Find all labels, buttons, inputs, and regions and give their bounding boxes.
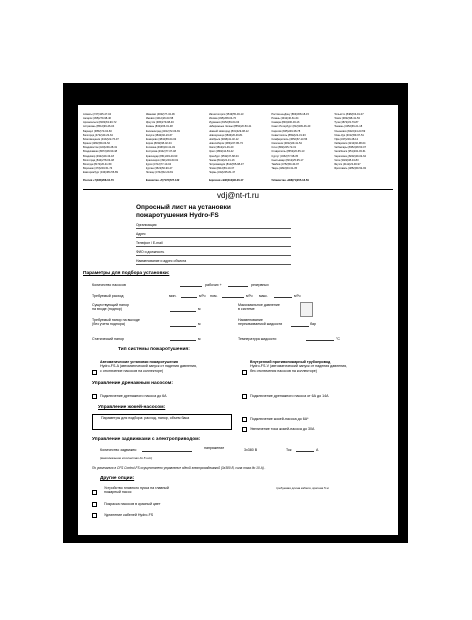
checkbox-red-paint[interactable] [92,502,97,507]
contact-country-kazakhstan: Казахстан +7(7172)727-132 [145,179,180,183]
contact-email[interactable]: vdj@nt-rt.ru [217,191,259,200]
contact-line: Ноябрьск (3496)41-32-12 [208,137,239,141]
contact-line: Севастополь (8692)22-31-93 [271,133,306,137]
checkbox-jockey-6a[interactable] [242,417,247,422]
label-temperature-unit: °С [336,337,341,341]
contact-line: Липецк (4742)52-20-81 [145,171,174,175]
contact-line: Орел (4862)44-53-42 [208,150,234,154]
section-parameters: Параметры для подбора установки: [83,271,170,276]
checkbox-soft-start[interactable] [92,490,97,495]
contact-line: Казань (843)206-01-48 [145,125,173,129]
checkbox-cable-extension[interactable] [92,513,97,518]
contacts-column-4 [271,113,330,191]
contact-line: Сургут (3462)77-98-35 [271,154,299,158]
jockey-30a-label: Увеличение тока жокей-насоса до 30А [250,427,315,431]
checkbox-drainage-6a[interactable] [92,394,97,399]
pump-diagram-image [300,302,313,317]
contacts-column-1 [83,113,142,191]
label-temperature: Температура жидкости [238,337,277,341]
contact-line: Астрахань (8512)99-46-04 [83,125,115,129]
contact-line: Архангельск (8182)63-90-72 [83,121,117,125]
label-flow: Требуемый расход: [92,294,125,298]
label-current-unit: А [316,448,319,452]
contacts-column-3 [209,113,268,191]
form-title-line-2: пожаротушения Hydro-FS [136,211,219,219]
contact-country-kyrgyzstan: Киргизия +996(312)96-26-47 [208,179,244,183]
red-paint-label: Покраска насосов в красный цвет [104,502,161,506]
contact-line: Иваново (4932)77-34-06 [145,113,175,116]
contact-line: Челябинск (351)202-03-61 [334,150,366,154]
section-valves: Управление задвижками с электроприводом: [92,437,201,442]
jockey-6a-label: Подключение жокей-насоса до 6А* [250,417,309,421]
label-inlet-unit: м [198,307,201,311]
contact-line: Екатеринбург (343)384-55-89 [83,171,118,175]
document-page [78,105,398,535]
contact-line: Чита (3022)38-34-83 [334,158,359,162]
contact-line: Ставрополь (8652)20-65-13 [271,150,305,154]
cable-length-note: требуемая длина кабеля, кратная 5 м [276,486,329,490]
contacts-column-5 [334,113,393,191]
value-voltage: 3x380 В [244,448,258,452]
contact-line: Брянск (4832)59-03-52 [83,142,110,146]
label-working: рабочих + [205,283,222,287]
contact-line: Санкт-Петербург (812)309-46-40 [271,125,311,129]
contact-line: Белгород (4722)40-23-64 [83,133,113,137]
label-inlet-head: Существующий напор на входе (подпор) [92,303,129,312]
contact-line: Петрозаводск (8142)55-98-37 [208,162,244,166]
contact-line: Благовещенск (4162)22-76-07 [83,137,119,141]
contact-line: Тверь (4822)63-31-35 [271,167,298,171]
label-flow-unit: м³/ч [246,294,253,298]
checkbox-internal-pipeline[interactable] [242,370,247,375]
input-flow-nom[interactable] [222,296,244,298]
label-static-head: Статический напор [92,337,124,341]
contact-line: Смоленск (4812)29-41-54 [271,142,302,146]
label-max-pressure: Максимальное давление в системе [238,303,280,312]
label-bar-unit: бар [310,322,316,326]
contact-line: Ростов-на-Дону (863)308-18-15 [271,113,309,116]
contact-line: Москва (495)268-04-70 [208,117,237,121]
contact-country-russia: Россия +7(495)268-04-70 [83,179,114,183]
contact-line: Тамбов (4752)50-40-97 [271,162,299,166]
contact-line: Тольятти (8482)63-91-07 [334,113,364,116]
section-jockey: Управление жокей-насосом: [98,405,166,410]
contact-line: Оренбург (3532)37-68-04 [208,154,239,158]
contact-line: Волгоград (844)278-03-48 [83,158,114,162]
contacts-block [83,113,393,191]
label-current: Ток [286,448,292,452]
drainage-6a-label: Подключение дренажного насоса до 6А [100,394,167,398]
contact-line: Череповец (8202)49-02-64 [334,154,366,158]
auto-system-label: Автоматические установки пожаротушения Hydro-FS-A (автоматический запуск от падения давления, с отключение насосов на коллекторе) [100,360,197,373]
field-organization[interactable]: Организация [136,223,291,229]
input-static-head[interactable] [170,339,196,341]
contact-line: Владивосток (423)249-28-31 [83,146,118,150]
contact-line: Алматы (727)345-47-04 [83,113,112,116]
contact-line: Курган (3522)50-90-47 [145,167,173,171]
contact-line: Новокузнецк (3843)20-46-81 [208,133,243,137]
contact-line: Вологда (8172)26-41-59 [83,162,112,166]
label-reserve: резервных [251,283,269,287]
form-title [136,204,231,220]
field-contact-person[interactable]: ФИО и должность [136,250,291,256]
section-drainage: Управление дренажным насосом: [92,381,173,386]
input-valves-count[interactable] [142,450,192,452]
label-flow-max: макс. [259,294,268,298]
contact-line: Иркутск (395)279-98-46 [145,121,174,125]
contact-line: Воронеж (473)204-51-73 [83,167,113,171]
contact-line: Пенза (8412)22-31-16 [208,158,235,162]
label-liquid: Наименование перекачиваемой жидкости [238,318,283,327]
contact-line: Кемерово (3842)65-04-62 [145,137,177,141]
contact-line: Саратов (845)249-38-78 [271,129,301,133]
label-outlet-head: Требуемый напор на выходе (без учета подпора) [92,318,140,327]
contact-line: Калуга (4842)92-23-67 [145,133,173,137]
contacts-divider [83,189,393,190]
soft-start-label: Устройство плавного пуска на главный пожарный насос [104,486,169,495]
contact-line: Ижевск (3412)26-03-58 [145,117,174,121]
input-reserve-pumps[interactable] [228,285,248,287]
contact-line: Красноярск (391)204-63-61 [145,158,179,162]
input-outlet-head[interactable] [170,325,196,327]
contact-line: Курск (4712)77-13-04 [145,162,172,166]
contact-line: Сочи (862)225-72-31 [271,146,297,150]
contact-line: Рязань (4912)46-61-64 [271,117,299,121]
contact-line: Кострома (4942)77-07-48 [145,150,176,154]
checkbox-jockey-30a[interactable] [242,427,247,432]
input-temperature[interactable] [306,339,334,341]
contact-line: Сыктывкар (8212)25-95-17 [271,158,304,162]
contact-line: Краснодар (861)203-40-90 [145,154,178,158]
contact-line: Улан-Удэ (3012)59-97-51 [334,133,364,137]
contact-line: Чебоксары (8352)28-53-07 [334,146,367,150]
jockey-params-box[interactable] [92,414,232,430]
field-address[interactable]: Адрес [136,232,291,238]
valves-default-note: По умолчанию в CFS Control-FS осуществлено управление одной электрозадвижкой (3x380 В, сила тока до 10 А) . [92,466,266,470]
valves-count-note: (максимальное количество до 8 шт) [100,456,153,460]
contact-line: Мурманск (8152)59-64-93 [208,121,240,125]
input-liquid[interactable] [291,325,309,327]
input-current[interactable] [296,450,314,452]
field-object[interactable]: Наименование и адрес объекта [136,259,291,265]
label-flow-unit: м³/ч [199,294,206,298]
label-flow-nom: ном. [210,294,218,298]
contact-line: Омск (3812)21-46-40 [208,146,234,150]
label-voltage: напряжение [204,446,225,450]
contact-line: Псков (8112)59-10-37 [208,167,235,171]
jockey-params-label: Параметры для подбора: расход, напор, объем бака [101,416,190,420]
input-flow-max[interactable] [274,296,292,298]
label-flow-min: мин. [169,294,177,298]
section-other-options: Другие опции: [100,476,135,481]
contact-line: Уфа (347)229-48-12 [334,137,359,141]
contact-line: Киров (8332)68-02-04 [145,142,172,146]
contact-line: Ульяновск (8422)24-23-59 [334,129,366,133]
form-title-line-1: Опросный лист на установки [136,204,231,211]
input-inlet-head[interactable] [170,310,196,312]
contact-line: Ярославль (4852)69-52-93 [334,167,366,171]
contact-line: Якутск (4112)23-90-97 [334,162,361,166]
contact-country-uzbekistan: Узбекистан +998(71)205-18-59 [271,179,309,183]
contact-line: Новосибирск (383)227-86-73 [208,142,243,146]
contact-line: Калининград (4012)72-03-81 [145,129,180,133]
contact-line: Владикавказ (8672)28-90-48 [83,150,118,154]
contact-line: Хабаровск (4212)92-98-04 [334,142,366,146]
contact-line: Магнитогорск (3519)55-03-13 [208,113,244,116]
contact-line: Коломна (4966)23-41-49 [145,146,175,150]
contacts-column-2 [146,113,205,191]
cable-extension-label: Удлинение кабелей Hydro-FS [104,513,154,517]
internal-pipeline-label: Внутренний противопожарный трубопровод Hydro-FS-V (автоматический запуск от падения давления, без отключения насосов на коллекторе) [250,360,348,373]
section-system-type: Тип системы пожаротушения: [118,347,190,352]
label-outlet-unit: м [198,322,201,326]
label-static-unit: м [198,337,201,341]
contact-line: Симферополь (3652)67-13-56 [271,137,308,141]
contact-line: Набережные Челны (8552)20-53-41 [208,125,252,129]
checkbox-drainage-14a[interactable] [242,394,247,399]
field-phone-email[interactable]: Телефон / E-mail [136,241,291,247]
input-flow-min[interactable] [181,296,197,298]
contact-line: Владимир (4922)49-43-18 [83,154,114,158]
contact-line: Томск (3822)98-41-53 [334,117,360,121]
drainage-14a-label: Подключение дренажного насоса от 6А до 14А [250,394,329,398]
input-working-pumps[interactable] [180,285,202,287]
contact-line: Тюмень (3452)66-21-18 [334,125,363,129]
label-valves-count: Количество задвижек: [100,448,137,452]
contact-line: Тула (4872)33-79-87 [334,121,359,125]
label-flow-unit: м³/ч [294,294,301,298]
checkbox-auto-system[interactable] [92,370,97,375]
contact-line: Самара (846)206-03-16 [271,121,300,125]
contact-line: Ангарск (395)279-98-46 [83,117,111,121]
contact-line: Барнаул (3852)73-04-60 [83,129,112,133]
label-pumps-count: Количество насосов [92,283,126,287]
contact-line: Пермь (342)205-81-47 [208,171,236,175]
contact-line: Нижний Новгород (831)429-08-12 [208,129,249,133]
